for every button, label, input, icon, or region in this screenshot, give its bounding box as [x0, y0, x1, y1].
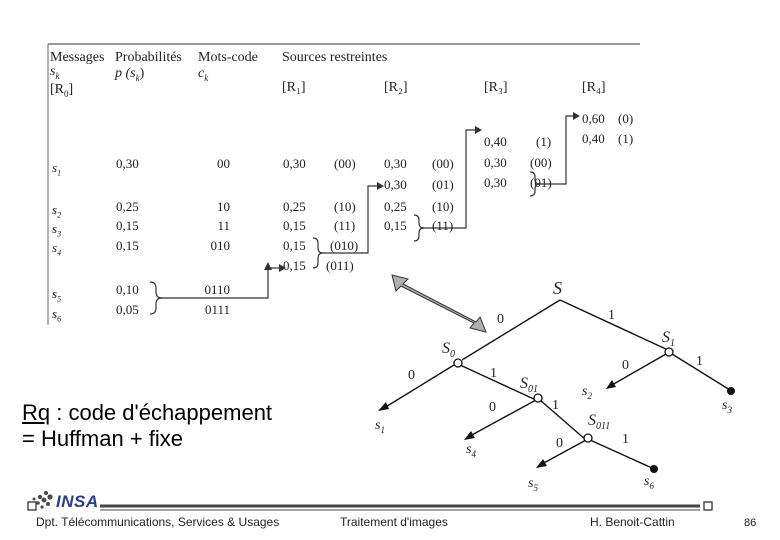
- msg-s2-sub: 2: [57, 210, 62, 220]
- msg-s3-sub: 3: [57, 229, 62, 239]
- tree-root-s: S: [553, 278, 562, 298]
- code-s2: 10: [217, 199, 230, 214]
- code-s4: 010: [210, 238, 230, 253]
- r3-code-3: (01): [530, 175, 552, 190]
- r2-prob-3: 0,25: [384, 199, 407, 214]
- edge-label-s011-0: 0: [556, 436, 563, 451]
- r4-prob-2: 0,40: [582, 131, 605, 146]
- prob-s5: 0,10: [116, 282, 139, 297]
- tree-s1-name: S: [662, 329, 670, 346]
- leaf-s2-name: s: [582, 384, 588, 399]
- r0-label: [R: [50, 82, 64, 97]
- leaf-s6: [644, 474, 654, 491]
- r2-code-1: (00): [432, 156, 454, 171]
- msg-s5-name: s: [52, 286, 58, 301]
- col-header-ck: [198, 66, 208, 83]
- footer-author: H. Benoit-Cattin: [590, 515, 675, 529]
- leaf-s1: [375, 418, 385, 435]
- tree-s011-name: S: [588, 412, 596, 429]
- edge-label-s01-1: 1: [552, 398, 559, 413]
- r4-prob-1: 0,60: [582, 111, 605, 126]
- tree-node-s011: [588, 412, 610, 432]
- msg-s1-sub: 1: [57, 168, 62, 178]
- leaf-s4-sub: 4: [471, 448, 476, 459]
- edge-label-s01-0: 0: [489, 400, 496, 415]
- col-header-r0: [50, 82, 73, 99]
- insa-logo: INSA: [56, 492, 99, 511]
- msg-s4-name: s: [52, 240, 58, 255]
- remark-line-1: [22, 400, 272, 425]
- code-s5: 0110: [204, 282, 230, 297]
- code-s3: 11: [217, 218, 230, 233]
- leaf-s4-name: s: [466, 442, 472, 457]
- tree-s01-name: S: [520, 375, 528, 392]
- msg-s2-name: s: [52, 202, 58, 217]
- r1-prob-3: 0,15: [283, 218, 306, 233]
- r3-prob-3: 0,30: [484, 175, 507, 190]
- msg-s6-name: s: [52, 306, 58, 321]
- r1-prob-2: 0,25: [283, 199, 306, 214]
- prob-s2: 0,25: [116, 199, 139, 214]
- r2-code-3: (10): [432, 199, 454, 214]
- r2-prob-1: 0,30: [384, 156, 407, 171]
- r1-code-2: (10): [334, 199, 356, 214]
- remark-prefix: Rq: [22, 400, 51, 425]
- footer-course: Traitement d'images: [340, 515, 448, 529]
- r4-code-2: (1): [618, 131, 634, 146]
- r3-prob-1: 0,40: [484, 134, 507, 149]
- r3-prob-2: 0,30: [484, 155, 507, 170]
- leaf-s4: [466, 442, 476, 459]
- prob-s1: 0,30: [116, 156, 139, 171]
- prob-s6: 0,05: [116, 302, 139, 317]
- col-header-r4: [R₄]: [582, 80, 606, 95]
- leaf-s1-name: s: [375, 418, 381, 433]
- footer-department: Dpt. Télécommunications, Services & Usages: [36, 515, 280, 529]
- r4-code-1: (0): [618, 111, 634, 126]
- p-sk-end: ): [139, 66, 145, 81]
- msg-s1-name: s: [52, 160, 58, 175]
- msg-s4-sub: 4: [57, 248, 62, 258]
- tree-s01-sub: 01: [528, 384, 538, 396]
- tree-node-s0: [442, 340, 455, 360]
- edge-label-s0-1: 1: [490, 366, 497, 381]
- r1-code-4: (010): [330, 238, 359, 253]
- col-header-mots-code: Mots-code: [198, 50, 258, 65]
- col-header-messages: Messages: [50, 50, 105, 65]
- r0-subscript: 0: [64, 88, 69, 99]
- edge-label-s1-0: 0: [622, 358, 629, 373]
- tree-node-s1: [662, 329, 675, 349]
- r1-prob-4: 0,15: [283, 238, 306, 253]
- col-header-r1: [R₁]: [282, 80, 306, 95]
- tree-s011-sub: 011: [596, 421, 611, 433]
- leaf-s6-name: s: [644, 474, 650, 489]
- col-header-r3: [R₃]: [484, 80, 508, 95]
- tree-s0-name: S: [442, 340, 450, 357]
- leaf-s2: [582, 384, 592, 401]
- r1-code-3: (11): [334, 218, 356, 233]
- r2-code-2: (01): [432, 177, 454, 192]
- r3-code-1: (1): [536, 134, 552, 149]
- col-header-sk: [50, 64, 59, 81]
- r2-code-4: (11): [432, 218, 454, 233]
- double-arrow-icon: [392, 275, 486, 332]
- leaf-s2-sub: 2: [587, 390, 592, 401]
- msg-s5: [52, 286, 61, 304]
- leaf-s5-sub: 5: [533, 482, 538, 493]
- leaf-s5: [528, 476, 538, 493]
- footer-page-number: 86: [744, 517, 757, 529]
- edge-label-s1-1: 1: [696, 354, 703, 369]
- remark-text: : code d'échappement: [50, 400, 273, 425]
- r2-prob-2: 0,30: [384, 177, 407, 192]
- leaf-s3: [722, 398, 732, 415]
- r1-prob-1: 0,30: [283, 156, 306, 171]
- edge-label-s-0: 0: [497, 312, 504, 327]
- prob-s4: 0,15: [116, 238, 139, 253]
- tree-node-s01: [520, 375, 538, 395]
- msg-s6: [52, 306, 61, 324]
- sk-symbol: s: [50, 64, 56, 79]
- r1-prob-5: 0,15: [283, 258, 306, 273]
- p-sk-subscript: k: [135, 72, 140, 83]
- p-sk-label: p (s: [115, 66, 136, 81]
- col-header-probabilites: Probabilités: [115, 50, 182, 65]
- code-s6: 0111: [204, 302, 230, 317]
- r1-code-5: (011): [326, 258, 354, 273]
- msg-s3-name: s: [52, 221, 58, 236]
- msg-s1: [52, 160, 61, 178]
- edge-label-s-1: 1: [608, 308, 615, 323]
- msg-s3: [52, 221, 61, 239]
- msg-s6-sub: 6: [57, 314, 62, 324]
- prob-s3: 0,15: [116, 218, 139, 233]
- ck-symbol: c: [198, 66, 205, 81]
- remark-line-2: = Huffman + fixe: [22, 426, 184, 451]
- tree-s0-sub: 0: [450, 349, 455, 361]
- leaf-s6-sub: 6: [649, 480, 654, 491]
- ck-subscript: k: [204, 72, 209, 83]
- leaf-s3-sub: 3: [727, 404, 732, 415]
- code-s1: 00: [217, 156, 230, 171]
- col-header-sources: Sources restreintes: [282, 50, 388, 65]
- edge-label-s0-0: 0: [408, 368, 415, 383]
- r2-prob-4: 0,15: [384, 218, 407, 233]
- edge-label-s011-1: 1: [622, 432, 629, 447]
- leaf-s1-sub: 1: [380, 424, 385, 435]
- col-header-r2: [R₂]: [384, 80, 408, 95]
- col-header-p-sk: [115, 66, 144, 83]
- leaf-s5-name: s: [528, 476, 534, 491]
- msg-s4: [52, 240, 61, 258]
- r3-code-2: (00): [530, 155, 552, 170]
- sk-subscript: k: [55, 70, 60, 81]
- tree-s1-sub: 1: [670, 338, 675, 350]
- msg-s2: [52, 202, 61, 220]
- r0-end: ]: [68, 82, 74, 97]
- leaf-s3-name: s: [722, 398, 728, 413]
- msg-s5-sub: 5: [57, 294, 62, 304]
- r1-code-1: (00): [334, 156, 356, 171]
